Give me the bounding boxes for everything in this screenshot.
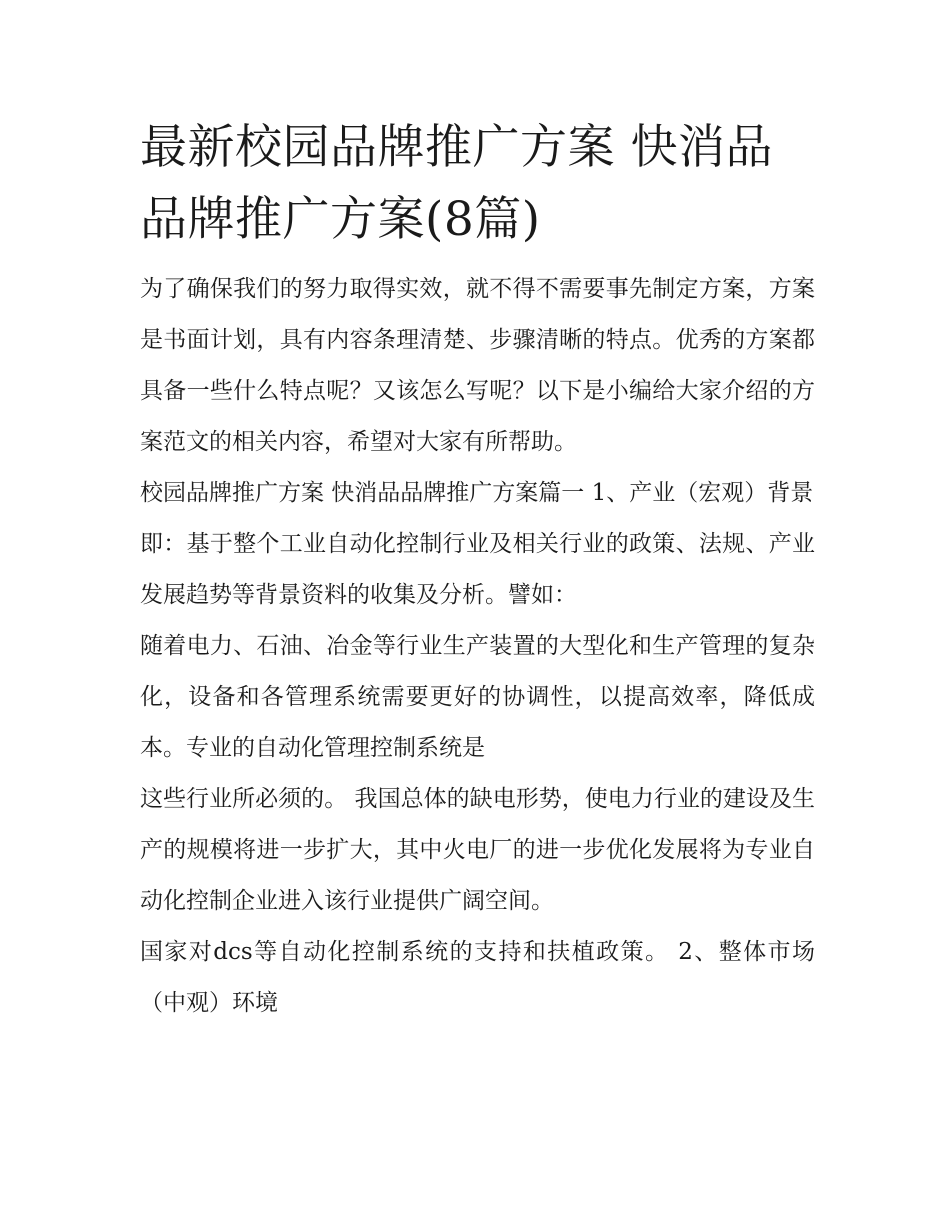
section-heading-paragraph: 校园品牌推广方案 快消品品牌推广方案篇一 1、产业（宏观）背景 [140,480,814,506]
body-paragraph: 随着电力、石油、冶金等行业生产装置的大型化和生产管理的复杂化，设备和各管理系统需要更好的协调性，以提高效率，降低成本。专业的自动化管理控制系统是 [140,633,815,761]
document-title: 最新校园品牌推广方案 快消品品牌推广方案(8篇) [140,120,773,247]
body-paragraph: 国家对dcs等自动化控制系统的支持和扶植政策。 2、整体市场（中观）环境 [140,939,815,1016]
body-paragraph: 这些行业所必须的。 我国总体的缺电形势，使电力行业的建设及生产的规模将进一步扩大，其中火电厂的进一步优化发展将为专业自动化控制企业进入该行业提供广阔空间。 [140,786,815,914]
body-paragraph: 即：基于整个工业自动化控制行业及相关行业的政策、法规、产业发展趋势等背景资料的收集及分析。譬如： [140,531,815,608]
document-page [140,112,815,1029]
intro-paragraph: 为了确保我们的努力取得实效，就不得不需要事先制定方案，方案是书面计划，具有内容条理清楚、步骤清晰的特点。优秀的方案都具备一些什么特点呢？又该怎么写呢？以下是小编给大家介绍的方案范文的相关内容，希望对大家有所帮助。 [140,276,815,455]
